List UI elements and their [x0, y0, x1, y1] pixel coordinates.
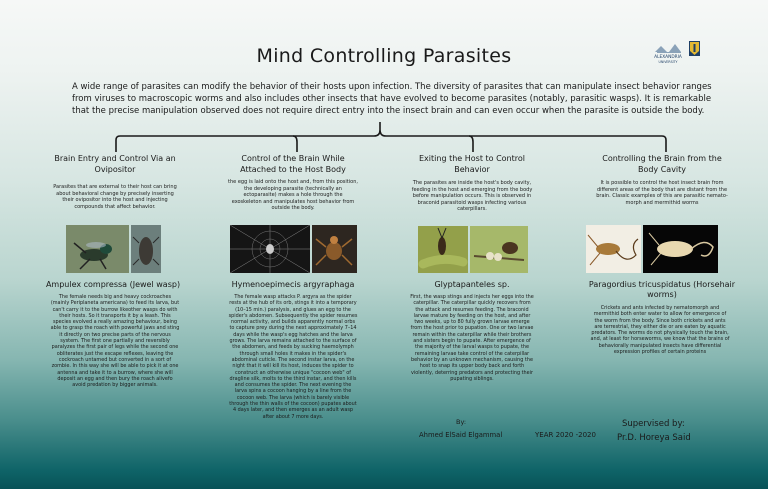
column-intro: Parasites that are external to their host can bring about behavioral change by precisely inserting their ovipositor into the host and injecting compounds that affect behavior.	[53, 184, 177, 210]
logo-emblem-icon	[655, 44, 681, 53]
column-heading: Brain Entry and Control Via an Ovipositor	[54, 154, 176, 174]
university-logo	[651, 38, 701, 68]
page-title: Mind Controlling Parasites	[256, 45, 512, 67]
supervisor-name: Pr.D. Horeya Said	[617, 433, 691, 443]
column-intro: The parasites are inside the host's body cavity, feeding in the host and emerging from the body before manipulation occurs. This is observed in braconid parasitoid wasps infecting various caterpillars.	[411, 180, 533, 213]
column-heading: Exiting the Host to Control Behavior	[419, 154, 525, 174]
column-heading: Control of the Brain While Attached to the Host Body	[240, 154, 346, 174]
logo-label: ALEXANDRIA	[654, 55, 682, 60]
spider-wasp-photo	[312, 225, 357, 273]
cockroach-photo	[131, 225, 161, 273]
column-intro: the egg is laid onto the host and, from this position, the developing parasite (technically an ectoparasite) makes a hole through the exoskeleton and manipulates host behavior from outside the body.	[228, 179, 358, 212]
author-name: Ahmed ElSaid Elgammal	[419, 431, 503, 439]
column-attached	[228, 154, 358, 212]
species-description: The female wasp attacks P. argyra as the spider rests at the hub of its orb, stings it into a temporary (10–15 min.) paralysis, and glues an egg to the spider's abdomen. Subsequently the spider resumes normal activity, and builds apparently normal orbs to capture prey during the next approximately 7–14 days while the wasp's egg hatches and the larva grows. The larva remains attached to the surface of the abdomen, and feeds by sucking haemolymph through small holes it makes in the spider's abdominal cuticle. The second instar larva, on the night that it will kill its host, induces the spider to construct an otherwise unique "cocoon web" of dragline silk, molts to the third instar, and then kills and consumes the spider. The next evening the larva spins a cocoon hanging by a line from the cocoon web. The larva (which is barely visible through the thin walls of the cocoon) pupates about 4 days later, and then emerges as an adult wasp after about 7 more days.	[228, 294, 358, 420]
species-name: Hymenoepimecis argyraphaga	[231, 280, 355, 289]
section-bracket	[0, 118, 768, 158]
spider-web-photo	[230, 225, 310, 273]
caterpillar-photo	[418, 226, 468, 273]
column-intro: It is possible to control the host insect brain from different areas of the body that are distant from the brain. Classic examples of this are parasitic nemato-morph and mermithid worms	[596, 180, 728, 206]
supervised-label: Supervised by:	[622, 419, 685, 429]
logo-sublabel: UNIVERSITY	[658, 60, 678, 64]
intro-paragraph: A wide range of parasites can modify the behavior of their hosts upon infection. The diversity of parasites that can manipulate insect behavior ranges from viruses to macroscopic worms and also includes other insects that have evolved to become parasites (notably, parasitic wasps). It is remarkable that the precise manipulation observed does not require direct entry into the insect brain and can even occur when the parasite is outside the body.	[72, 82, 712, 116]
species-description: The female needs big and heavy cockroaches (mainly Periplaneta americana) to feed its larva, but can't carry it to the burrow likeother wasps do with their hosts. So it transports it by a leash. This species evolved a really amazing behaviour, being able to grasp the roach with powerful jaws and sting it directly on two precise parts of the nervous system. The first one partially and reversibly paralyzes the first pair of legs while the second one obliterates just the escape reflexes, leaving the cockroach untamed but converted in a sort of zombie. In this way she will be able to pick it at one antenna and take it to a burrow, where she will deposit an egg and then bury the roach alivefo avoid predation by bigger animals.	[50, 294, 180, 389]
column-exiting	[410, 154, 534, 213]
jewel-wasp-photo	[66, 225, 129, 273]
pupating-larvae-photo	[470, 226, 528, 273]
species-name: Glyptapanteles sp.	[434, 280, 510, 289]
species-description: Crickets and ants infected by nematomorph and mermithid both enter water to allow for emergence of the worm from the body. Since both crickets and ants are terrestrial, they either die or are eaten by aquatic predators. The worms do not physically touch the brain, and, at least for horseworms, we know that the brains of behaviorally manipulated insects have differential expression profiles of certain proteins	[590, 305, 730, 356]
species-name: Ampulex compressa (Jewel wasp)	[45, 280, 181, 289]
species-name: Paragordius tricuspidatus (Horsehair worms)	[588, 280, 736, 299]
year-label: YEAR 2020 -2020	[535, 431, 596, 439]
cricket-worm-photo	[586, 225, 641, 273]
column-body-cavity	[596, 154, 728, 206]
column-heading: Controlling the Brain from the Body Cavity	[602, 154, 722, 174]
worm-emerging-photo	[643, 225, 718, 273]
column-ovipositor	[50, 154, 180, 210]
species-description: First, the wasp stings and injects her eggs into the caterpillar. The caterpillar quickly recovers from the attack and resumes feeding. The braconid larvae mature by feeding on the host, and after two weeks, up to 80 fully grown larvae emerge from the host prior to pupation. One or two larvae remain within the caterpillar while their brothers and sisters begin to pupate. After emergence of the majority of the larval wasps to pupate, the remaining larvae take control of the caterpillar behavior by an unknown mechanism, causing the host to snap its upper body back and forth violently, deterring predators and protecting their pupating siblings.	[410, 294, 534, 382]
by-label: By:	[456, 418, 467, 426]
